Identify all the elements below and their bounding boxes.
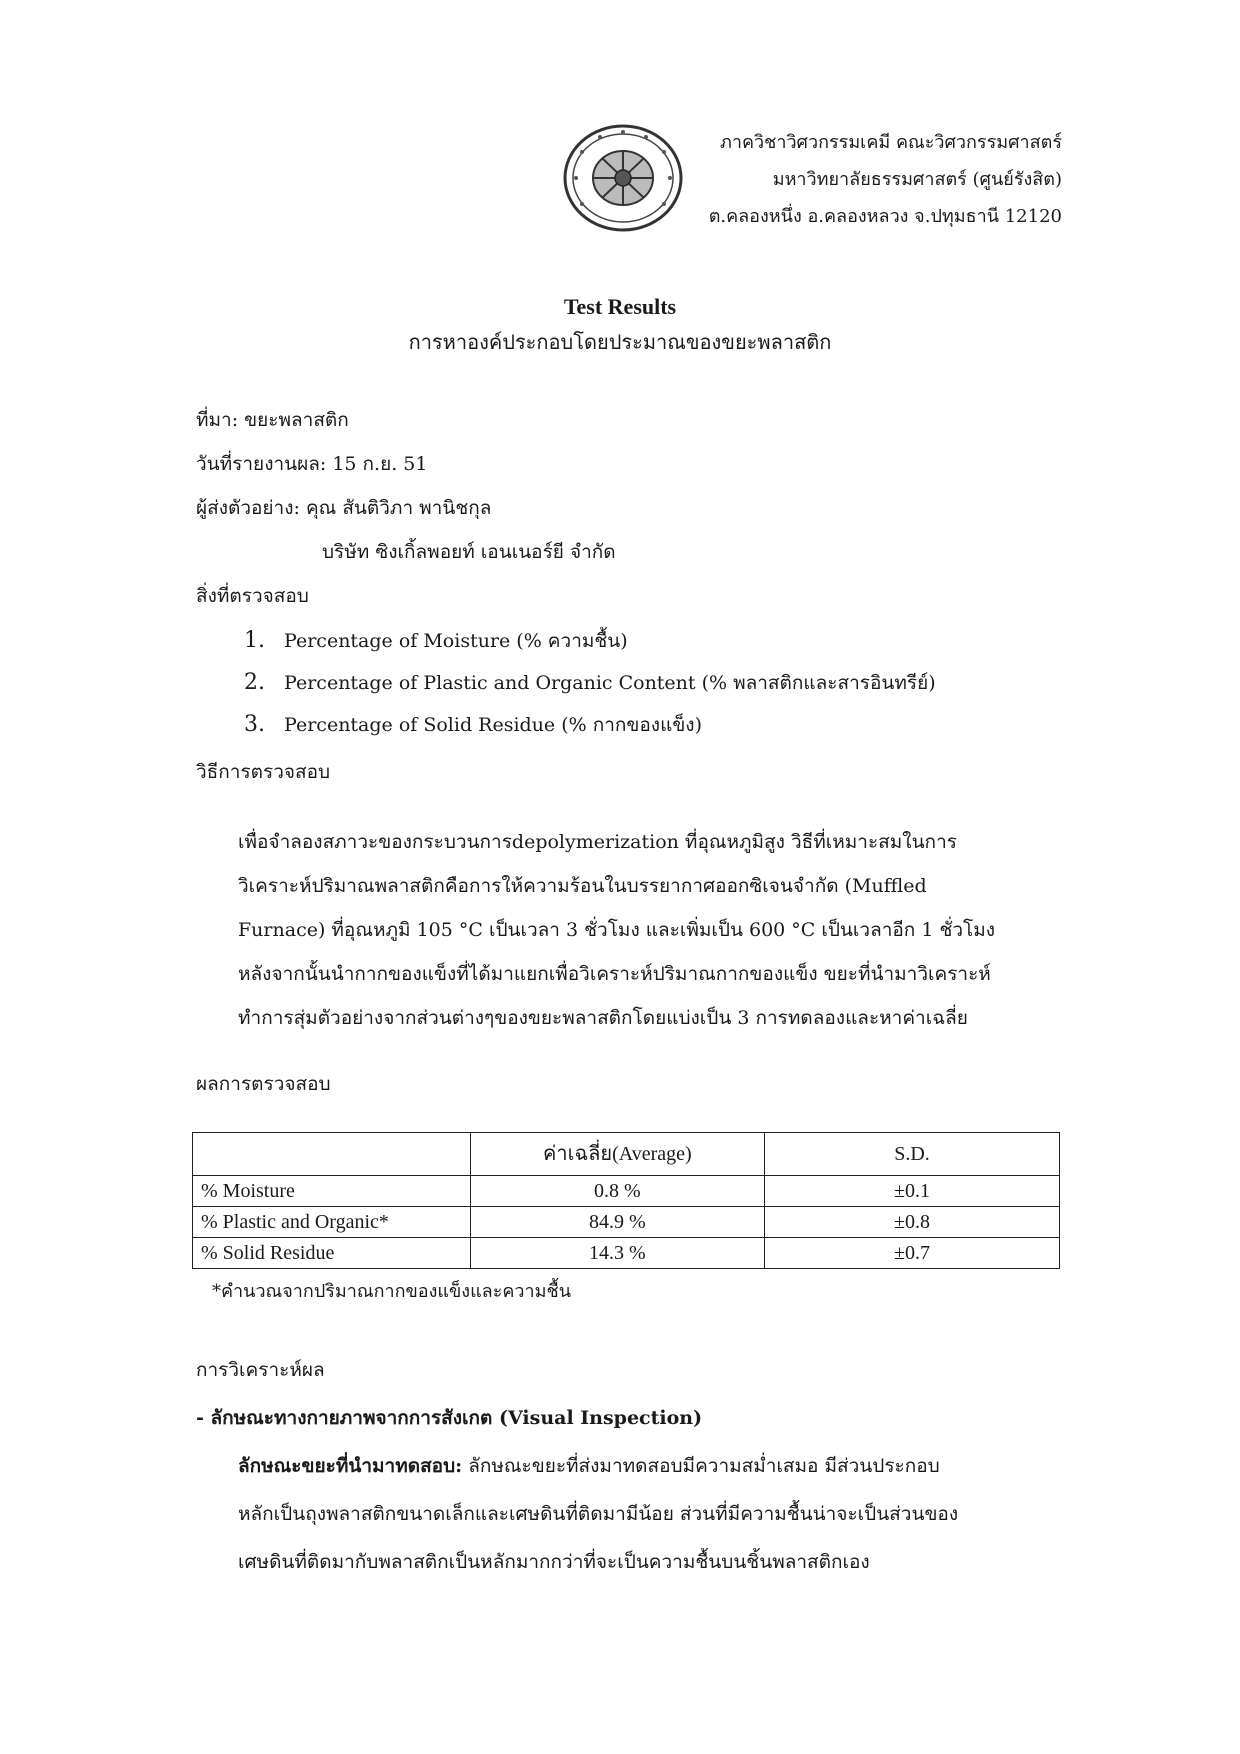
report-meta — [196, 398, 616, 618]
column-header-average: ค่าเฉลี่ย(Average) — [470, 1133, 764, 1176]
report-date-line: วันที่รายงานผล: 15 ก.ย. 51 — [196, 453, 428, 475]
source-line: ที่มา: ขยะพลาสติก — [196, 409, 349, 431]
method-paragraph — [238, 820, 1038, 1040]
org-line-address: ต.คลองหนึ่ง อ.คลองหลวง จ.ปทุมธานี 12120 — [708, 206, 1062, 227]
table-row — [193, 1176, 1060, 1207]
paragraph-line: วิเคราะห์ปริมาณพลาสติกคือการให้ความร้อนในบรรยากาศออกซิเจนจำกัด (Muffled — [238, 875, 927, 897]
item-number: 2. — [244, 670, 265, 695]
visual-label: ลักษณะขยะที่นำมาทดสอบ: — [238, 1455, 463, 1477]
table-footnote: *คำนวณจากปริมาณกากของแข็งและความชื้น — [212, 1281, 572, 1302]
paragraph-line: ทำการสุ่มตัวอย่างจากส่วนต่างๆของขยะพลาสติกโดยแบ่งเป็น 3 การทดลองและหาค่าเฉลี่ย — [238, 1007, 968, 1029]
table-row — [193, 1238, 1060, 1269]
row-label: % Plastic and Organic* — [193, 1207, 471, 1238]
column-header-label — [193, 1133, 471, 1176]
list-item — [244, 620, 936, 662]
visual-inspection-heading: - ลักษณะทางกายภาพจากการสังเกต (Visual Inspection) — [196, 1407, 703, 1429]
item-text: Percentage of Plastic and Organic Content (% พลาสติกและสารอินทรีย์) — [284, 672, 936, 694]
column-header-sd: S.D. — [765, 1133, 1060, 1176]
visual-inspection-paragraph — [238, 1442, 1058, 1586]
row-sd: ±0.8 — [765, 1207, 1060, 1238]
row-average: 0.8 % — [470, 1176, 764, 1207]
row-average: 14.3 % — [470, 1238, 764, 1269]
company-line: บริษัท ซิงเกิ้ลพอยท์ เอนเนอร์ยี จำกัด — [322, 541, 616, 563]
paragraph-line: หลักเป็นถุงพลาสติกขนาดเล็กและเศษดินที่ติดมามีน้อย ส่วนที่มีความชื้นน่าจะเป็นส่วนของ — [238, 1503, 959, 1525]
table-row — [193, 1207, 1060, 1238]
results-heading: ผลการตรวจสอบ — [196, 1073, 331, 1095]
paragraph-line — [238, 1442, 1058, 1490]
row-average: 84.9 % — [470, 1207, 764, 1238]
item-text: Percentage of Solid Residue (% กากของแข็ง) — [284, 714, 703, 736]
row-sd: ±0.7 — [765, 1238, 1060, 1269]
document-title — [0, 290, 1240, 360]
results-table — [192, 1132, 1060, 1269]
row-label: % Solid Residue — [193, 1238, 471, 1269]
paragraph-line: Furnace) ที่อุณหภูมิ 105 °C เป็นเวลา 3 ชั่วโมง และเพิ่มเป็น 600 °C เป็นเวลาอีก 1 ชั่วโมง — [238, 919, 996, 941]
row-sd: ±0.1 — [765, 1176, 1060, 1207]
title-english: Test Results — [563, 294, 677, 319]
row-label: % Moisture — [193, 1176, 471, 1207]
org-line-department: ภาควิชาวิศวกรรมเคมี คณะวิศวกรรมศาสตร์ — [720, 132, 1062, 153]
organization-address — [709, 124, 1062, 235]
items-heading: สิ่งที่ตรวจสอบ — [196, 585, 309, 607]
method-heading: วิธีการตรวจสอบ — [196, 761, 331, 783]
table-header-row — [193, 1133, 1060, 1176]
paragraph-line: เศษดินที่ติดมากับพลาสติกเป็นหลักมากกว่าที่จะเป็นความชื้นบนชิ้นพลาสติกเอง — [238, 1551, 870, 1573]
sender-line: ผู้ส่งตัวอย่าง: คุณ สันติวิภา พานิชกุล — [196, 497, 492, 519]
test-items-list — [244, 620, 936, 746]
item-text: Percentage of Moisture (% ความชื้น) — [284, 630, 628, 652]
list-item — [244, 704, 936, 746]
analysis-heading: การวิเคราะห์ผล — [196, 1359, 325, 1381]
item-number: 3. — [244, 712, 265, 737]
visual-text: ลักษณะขยะที่ส่งมาทดสอบมีความสม่ำเสมอ มีส่วนประกอบ — [468, 1455, 940, 1477]
item-number: 1. — [244, 628, 265, 653]
list-item — [244, 662, 936, 704]
paragraph-line: เพื่อจำลองสภาวะของกระบวนการdepolymerization ที่อุณหภูมิสูง วิธีที่เหมาะสมในการ — [238, 831, 957, 853]
seal-emblem-icon — [558, 120, 688, 235]
org-line-university: มหาวิทยาลัยธรรมศาสตร์ (ศูนย์รังสิต) — [772, 169, 1062, 190]
title-thai: การหาองค์ประกอบโดยประมาณของขยะพลาสติก — [408, 330, 832, 354]
university-seal — [558, 120, 688, 235]
paragraph-line: หลังจากนั้นนำกากของแข็งที่ได้มาแยกเพื่อวิเคราะห์ปริมาณกากของแข็ง ขยะที่นำมาวิเคราะห์ — [238, 963, 991, 985]
